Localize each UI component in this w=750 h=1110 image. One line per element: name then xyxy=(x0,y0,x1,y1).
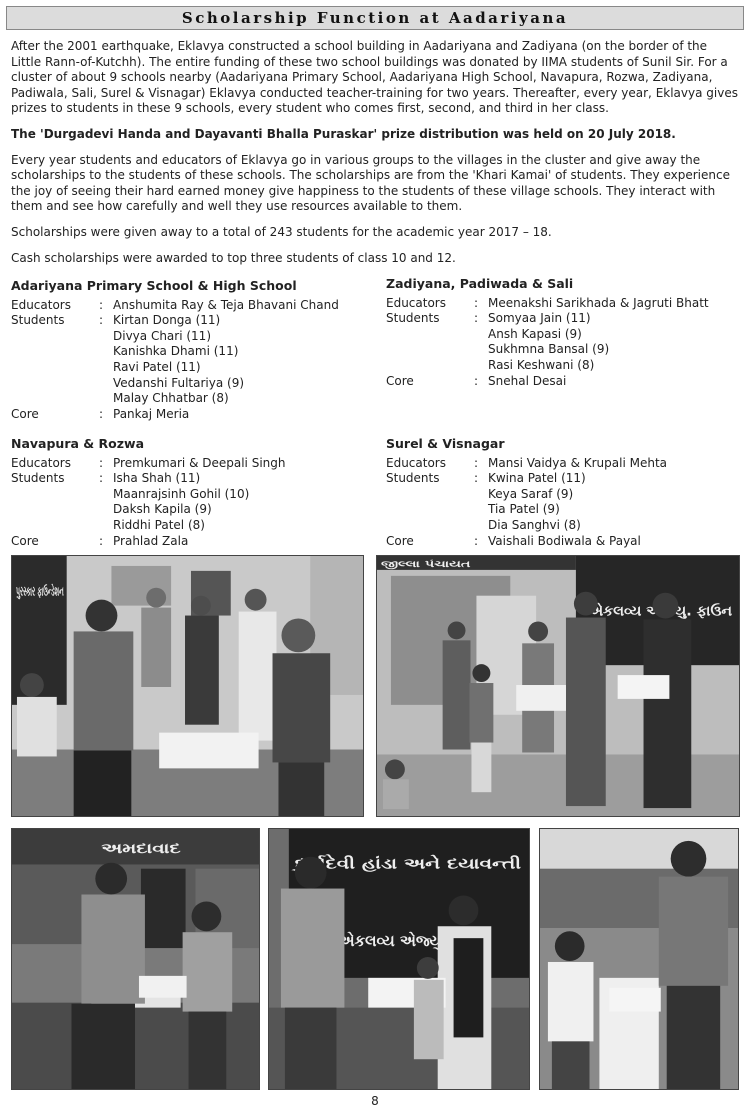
photo-drawing xyxy=(12,556,363,816)
educators-names: Premkumari & Deepali Singh xyxy=(113,455,286,470)
photo-zadiyana-ceremony xyxy=(376,555,740,817)
colon: : xyxy=(474,295,479,310)
photo-aadariyana-ceremony xyxy=(11,555,364,817)
cash-paragraph: Cash scholarships were awarded to top three students of class 10 and 12. xyxy=(11,250,456,265)
student-name: Isha Shah (11) xyxy=(113,471,201,486)
colon: : xyxy=(474,455,479,470)
educators-label: Educators xyxy=(386,455,446,470)
educators-row xyxy=(11,298,376,314)
student-name: Daksh Kapila (9) xyxy=(113,502,212,517)
student-name: Kirtan Donga (11) xyxy=(113,313,221,328)
total-paragraph: Scholarships were given away to a total of 243 students for the academic year 2017 – 18. xyxy=(11,224,552,239)
colon: : xyxy=(474,311,479,326)
photo-banner-text: અમદાવાદ xyxy=(101,840,181,857)
student-name: Ravi Patel (11) xyxy=(113,359,201,374)
educators-names: Anshumita Ray & Teja Bhavani Chand xyxy=(113,297,339,312)
school-block-surel xyxy=(386,436,744,549)
students-row xyxy=(11,471,376,533)
students-row xyxy=(386,471,744,533)
student-name: Maanrajsinh Gohil (10) xyxy=(113,486,250,501)
students-label: Students xyxy=(11,471,65,486)
students-label: Students xyxy=(386,471,440,486)
photo-drawing xyxy=(540,829,738,1089)
educators-row xyxy=(11,456,376,472)
students-label: Students xyxy=(386,311,440,326)
students-list xyxy=(113,471,376,533)
prize-paragraph: The 'Durgadevi Handa and Dayavanti Bhalla Puraskar' prize distribution was held on 20 July 2018. xyxy=(11,126,676,141)
colon: : xyxy=(474,373,479,388)
school-block-zadiyana xyxy=(386,276,744,389)
students-row xyxy=(11,313,376,407)
core-name: Vaishali Bodiwala & Payal xyxy=(488,533,641,548)
core-row xyxy=(386,374,744,390)
core-label: Core xyxy=(11,406,39,421)
students-row xyxy=(386,311,744,373)
core-label: Core xyxy=(11,533,39,548)
student-name: Tia Patel (9) xyxy=(488,502,560,517)
groups-paragraph: Every year students and educators of Eklavya go in various groups to the villages in the cluster and give away the scholarships to the students of these schools. The scholarships are from the 'Khari Kamai' of students. They experience the joy of seeing their hard earned money give happiness to the students of these village schools. They interact with them and see how carefully and well they use resources available to them. xyxy=(11,152,730,214)
student-name: Keya Saraf (9) xyxy=(488,486,574,501)
students-list xyxy=(113,313,376,407)
school-block-adariyana xyxy=(11,278,376,422)
educators-names: Mansi Vaidya & Krupali Mehta xyxy=(488,455,667,470)
student-name: Rasi Keshwani (8) xyxy=(488,357,595,372)
core-name: Pankaj Meria xyxy=(113,406,190,421)
student-name: Divya Chari (11) xyxy=(113,328,211,343)
educators-label: Educators xyxy=(386,295,446,310)
core-row xyxy=(11,534,376,550)
photo-drawing xyxy=(377,556,739,816)
core-name: Prahlad Zala xyxy=(113,533,189,548)
student-name: Vedanshi Fultariya (9) xyxy=(113,375,245,390)
intro-paragraph: After the 2001 earthquake, Eklavya constructed a school building in Aadariyana and Zadiyana (on the border of the Little Rann-of-Kutchh). The entire funding of these two school buildings was donated by IIMA students of Sunil Sir. For a cluster of about 9 schools nearby (Aadariyana Primary School, Aadariyana High School, Navapura, Rozwa, Zadiyana, Padiwala, Sali, Surel & Visnagar) Eklavya conducted teacher-training for two years. Thereafter, every year, Eklavya gives prizes to students in these 9 schools, every student who comes first, second, and third in her class. xyxy=(11,39,738,116)
student-name: Dia Sanghvi (8) xyxy=(488,517,581,532)
educators-row xyxy=(386,456,744,472)
photo-banner-text: એકલવ્ય એજ્યુ. xyxy=(338,931,454,951)
colon: : xyxy=(99,471,104,486)
article-body xyxy=(11,39,739,276)
student-name: Sukhmna Bansal (9) xyxy=(488,342,610,357)
colon: : xyxy=(99,313,104,328)
school-name: Surel & Visnagar xyxy=(386,436,505,451)
educators-row xyxy=(386,296,744,312)
photo-drawing xyxy=(12,829,259,1089)
colon: : xyxy=(99,297,104,312)
colon: : xyxy=(99,533,104,548)
photo-banner-text: દુર્ગાદેવી હાંડા અને દયાવન્તી xyxy=(294,854,463,873)
photo-sign-text: જીલ્લા પંચાયત xyxy=(380,559,471,570)
core-row xyxy=(11,407,376,423)
colon: : xyxy=(99,406,104,421)
school-name: Adariyana Primary School & High School xyxy=(11,278,297,293)
student-name: Kanishka Dhami (11) xyxy=(113,344,239,359)
photo-navapura-ceremony xyxy=(11,828,260,1090)
colon: : xyxy=(474,471,479,486)
core-label: Core xyxy=(386,373,414,388)
core-label: Core xyxy=(386,533,414,548)
colon: : xyxy=(99,455,104,470)
school-block-navapura xyxy=(11,436,376,549)
page-number: 8 xyxy=(371,1094,379,1108)
core-name: Snehal Desai xyxy=(488,373,567,388)
student-name: Somyaa Jain (11) xyxy=(488,311,591,326)
students-list xyxy=(488,311,744,373)
school-name: Zadiyana, Padiwada & Sali xyxy=(386,276,574,291)
educators-label: Educators xyxy=(11,455,71,470)
student-name: Kwina Patel (11) xyxy=(488,471,586,486)
student-name: Malay Chhatbar (8) xyxy=(113,391,229,406)
students-list xyxy=(488,471,744,533)
photo-outdoor-ceremony xyxy=(539,828,739,1090)
photo-banner-text xyxy=(16,583,64,600)
school-name: Navapura & Rozwa xyxy=(11,436,145,451)
photo-drawing xyxy=(269,829,529,1089)
student-name: Ansh Kapasi (9) xyxy=(488,326,582,341)
educators-label: Educators xyxy=(11,297,71,312)
colon: : xyxy=(474,533,479,548)
student-name: Riddhi Patel (8) xyxy=(113,517,205,532)
page-title: Scholarship Function at Aadariyana xyxy=(6,6,744,30)
students-label: Students xyxy=(11,313,65,328)
educators-names: Meenakshi Sarikhada & Jagruti Bhatt xyxy=(488,295,709,310)
core-row xyxy=(386,534,744,550)
photo-surel-ceremony xyxy=(268,828,530,1090)
